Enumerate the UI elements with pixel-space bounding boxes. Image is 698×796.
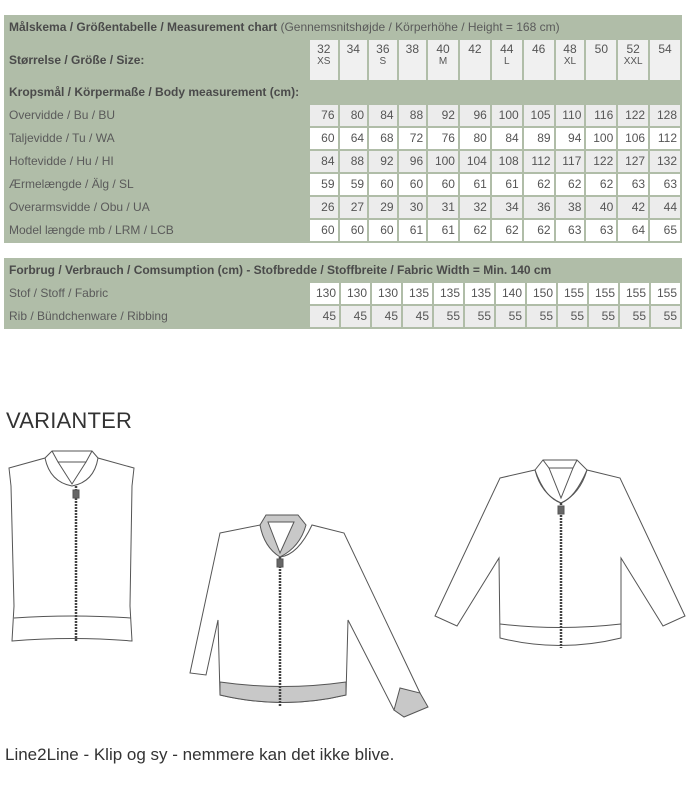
size-header: 40 M <box>428 40 458 80</box>
table-row <box>6 174 680 195</box>
row-label: Rib / Bündchenware / Ribbing <box>6 306 308 327</box>
body-measurement-header: Kropsmål / Körpermaße / Body measurement (cm): <box>6 82 680 103</box>
cell-value: 132 <box>650 151 680 172</box>
row-label: Ærmelængde / Älg / SL <box>6 174 308 195</box>
table-row <box>6 151 680 172</box>
size-header: 34 <box>340 40 368 80</box>
cell-value: 155 <box>589 283 618 304</box>
cell-value: 130 <box>372 283 401 304</box>
size-header: 52 XXL <box>618 40 648 80</box>
size-header: 38 <box>399 40 427 80</box>
row-label: Overarmsvidde / Obu / UA <box>6 197 308 218</box>
cell-value: 76 <box>310 105 338 126</box>
cell-value: 45 <box>341 306 370 327</box>
cell-value: 45 <box>310 306 339 327</box>
cell-value: 65 <box>650 220 680 241</box>
cell-value: 84 <box>369 105 397 126</box>
cell-value: 60 <box>369 174 397 195</box>
cell-value: 84 <box>310 151 338 172</box>
cell-value: 60 <box>340 220 368 241</box>
cell-value: 55 <box>434 306 463 327</box>
cell-value: 29 <box>369 197 397 218</box>
cell-value: 61 <box>399 220 427 241</box>
cell-value: 155 <box>620 283 649 304</box>
cell-value: 61 <box>428 220 458 241</box>
cell-value: 127 <box>618 151 648 172</box>
cell-value: 59 <box>340 174 368 195</box>
cell-value: 88 <box>340 151 368 172</box>
cell-value: 135 <box>465 283 494 304</box>
cell-value: 130 <box>310 283 339 304</box>
cell-value: 60 <box>310 128 338 149</box>
table-row <box>6 283 680 304</box>
cell-value: 55 <box>651 306 680 327</box>
cell-value: 135 <box>434 283 463 304</box>
cell-value: 68 <box>369 128 397 149</box>
size-header: 32 XS <box>310 40 338 80</box>
size-header: 42 <box>460 40 490 80</box>
cell-value: 26 <box>310 197 338 218</box>
size-header: 48 XL <box>556 40 585 80</box>
cell-value: 62 <box>524 174 554 195</box>
cell-value: 55 <box>465 306 494 327</box>
cell-value: 64 <box>618 220 648 241</box>
variants-heading: VARIANTER <box>6 408 133 433</box>
cell-value: 31 <box>428 197 458 218</box>
cell-value: 63 <box>618 174 648 195</box>
row-label: Model længde mb / LRM / LCB <box>6 220 308 241</box>
table-row <box>6 197 680 218</box>
cell-value: 45 <box>403 306 432 327</box>
row-label: Overvidde / Bu / BU <box>6 105 308 126</box>
size-header: 46 <box>524 40 554 80</box>
bomber-jacket-icon <box>415 448 698 648</box>
cell-value: 80 <box>340 105 368 126</box>
cell-value: 135 <box>403 283 432 304</box>
cell-value: 62 <box>556 174 585 195</box>
cell-value: 150 <box>527 283 556 304</box>
size-header: 36 S <box>369 40 397 80</box>
cell-value: 62 <box>586 174 616 195</box>
cell-value: 55 <box>620 306 649 327</box>
footer-tagline: Line2Line - Klip og sy - nemmere kan det ikke blive. <box>5 745 395 764</box>
cell-value: 105 <box>524 105 554 126</box>
cell-value: 92 <box>369 151 397 172</box>
cell-value: 55 <box>496 306 525 327</box>
consumption-title: Forbrug / Verbrauch / Comsumption (cm) - Stofbredde / Stoffbreite / Fabric Width = Min. 140 cm <box>6 260 680 281</box>
cell-value: 38 <box>556 197 585 218</box>
cell-value: 122 <box>586 151 616 172</box>
cell-value: 62 <box>492 220 522 241</box>
cell-value: 30 <box>399 197 427 218</box>
cell-value: 59 <box>310 174 338 195</box>
cell-value: 108 <box>492 151 522 172</box>
cell-value: 55 <box>558 306 587 327</box>
table-row <box>6 220 680 241</box>
cell-value: 63 <box>586 220 616 241</box>
cell-value: 36 <box>524 197 554 218</box>
cell-value: 61 <box>460 174 490 195</box>
cell-value: 61 <box>492 174 522 195</box>
cell-value: 155 <box>651 283 680 304</box>
cell-value: 106 <box>618 128 648 149</box>
consumption-chart <box>4 258 682 329</box>
cell-value: 92 <box>428 105 458 126</box>
cell-value: 100 <box>586 128 616 149</box>
cell-value: 116 <box>586 105 616 126</box>
cell-value: 32 <box>460 197 490 218</box>
size-label: Størrelse / Größe / Size: <box>6 40 308 80</box>
row-label: Stof / Stoff / Fabric <box>6 283 308 304</box>
cell-value: 60 <box>428 174 458 195</box>
cell-value: 112 <box>650 128 680 149</box>
cell-value: 42 <box>618 197 648 218</box>
cell-value: 60 <box>399 174 427 195</box>
cell-value: 117 <box>556 151 585 172</box>
cell-value: 122 <box>618 105 648 126</box>
vest-icon <box>6 446 136 646</box>
cell-value: 63 <box>650 174 680 195</box>
cell-value: 34 <box>492 197 522 218</box>
cell-value: 63 <box>556 220 585 241</box>
cell-value: 100 <box>428 151 458 172</box>
cell-value: 112 <box>524 151 554 172</box>
cell-value: 62 <box>460 220 490 241</box>
cell-value: 76 <box>428 128 458 149</box>
cell-value: 140 <box>496 283 525 304</box>
cell-value: 64 <box>340 128 368 149</box>
cell-value: 60 <box>369 220 397 241</box>
cell-value: 40 <box>586 197 616 218</box>
cell-value: 55 <box>589 306 618 327</box>
size-header: 50 <box>586 40 616 80</box>
table-row <box>6 128 680 149</box>
cell-value: 155 <box>558 283 587 304</box>
cell-value: 55 <box>527 306 556 327</box>
cell-value: 94 <box>556 128 585 149</box>
cell-value: 128 <box>650 105 680 126</box>
table-row <box>6 306 680 327</box>
size-header: 44 L <box>492 40 522 80</box>
size-header: 54 <box>650 40 680 80</box>
cell-value: 88 <box>399 105 427 126</box>
bomber-jacket-contrast-rib-icon <box>188 495 448 725</box>
table-row <box>6 105 680 126</box>
chart-title: Målskema / Größentabelle / Measurement chart (Gennemsnitshøjde / Körperhöhe / Height = 168 cm) <box>6 17 680 38</box>
cell-value: 62 <box>524 220 554 241</box>
cell-value: 100 <box>492 105 522 126</box>
cell-value: 72 <box>399 128 427 149</box>
cell-value: 110 <box>556 105 585 126</box>
cell-value: 96 <box>399 151 427 172</box>
cell-value: 104 <box>460 151 490 172</box>
cell-value: 44 <box>650 197 680 218</box>
cell-value: 130 <box>341 283 370 304</box>
cell-value: 96 <box>460 105 490 126</box>
row-label: Hoftevidde / Hu / HI <box>6 151 308 172</box>
measurement-chart <box>4 15 682 243</box>
row-label: Taljevidde / Tu / WA <box>6 128 308 149</box>
cell-value: 60 <box>310 220 338 241</box>
cell-value: 80 <box>460 128 490 149</box>
cell-value: 89 <box>524 128 554 149</box>
cell-value: 27 <box>340 197 368 218</box>
cell-value: 84 <box>492 128 522 149</box>
cell-value: 45 <box>372 306 401 327</box>
